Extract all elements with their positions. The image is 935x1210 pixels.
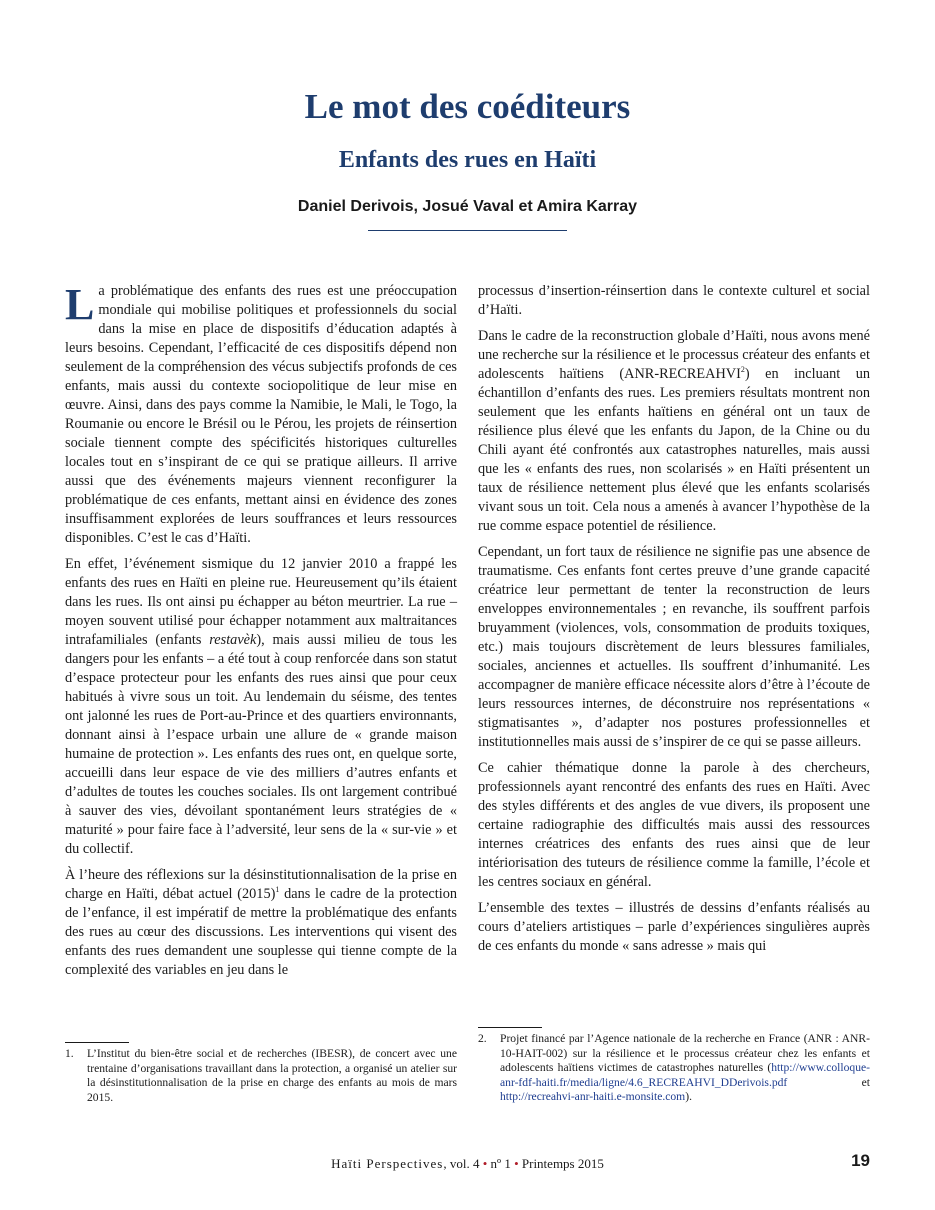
paragraph-trauma: Cependant, un fort taux de résilience ne signifie pas une absence de traumatisme. Ces enfants font certes preuve d’une grande capacité créatrice leur permettant de tenter la reconstruction de leurs enveloppes environnementales ; en revanche, ils souffrent parfois bruyamment (violences, vols, consommation de produits toxiques, etc.) mais toujours discrètement de leurs blessures familiales, sociales, anciennes et actuelles. Ils souffrent d’inhumanité. Les accompagner de manière efficace nécessite alors d’être à l’écoute de leurs ressources internes, de déconstruire nos représentations « stigmatisantes », d’adapter nos postures professionnelles et institutionnelles mais aussi de s’inspirer de ce qui se passe ailleurs. [478,544,870,750]
footnote-1 [65,1047,457,1105]
paragraph-earthquake [65,555,457,859]
paragraph-text: ), mais aussi milieu de tous les dangers pour les enfants – a été tout à coup renforcée dans son statut d’espace protecteur pour les enfants des rues ainsi que pour ceux habitués à vivre sous un toit. Au lendemain du séisme, des tentes ont jalonné les rues de Port-au-Prince et des quartiers environnants, donnant ainsi à l’espace urbain une allure de « grande maison humaine de protection ». Les enfants des rues ont, en quelque sorte, accueilli dans leur espace de vie des milliers d’autres enfants et d’adultes de toutes les couches sociales. Ils ont largement contribué à sauver des vies, dévoilant spontanément leurs stratégies de « maturité » pour faire face à l’adversité, leur sens de la « sur-vie » et du collectif. [65,632,457,857]
paragraph-text: À l’heure des réflexions sur la désinstitutionnalisation de la prise en charge en Haïti, débat actuel (2015) [65,867,457,902]
paragraph-text: dans le cadre de la protection de l’enfance, il est impératif de mettre la problématique des enfants des rues au cœur des discussions. Les interventions qui visent des enfants des rues demandent une souplesse qui tienne compte de la complexité des variables en jeu dans le [65,886,457,978]
footnote-ref-2[interactable]: 2 [740,365,745,375]
page-footer [0,1156,935,1172]
paragraph-text: En effet, l’événement sismique du 12 janvier 2010 a frappé les enfants des rues en Haïti en pleine rue. Heureusement qu’ils étaient dans les rues. Ils ont ainsi pu échapper au béton meurtrier. La rue – moyen souvent utilisé pour échapper notamment aux maltraitances intrafamiliales (enfants [65,556,457,648]
article-title: Le mot des coéditeurs [304,87,631,126]
journal-issue: nº 1 [487,1156,515,1171]
footnote-2 [478,1032,870,1105]
footnote-text-part: et [787,1075,870,1089]
paragraph-text: Dans le cadre de la reconstruction globale d’Haïti, nous avons mené une recherche sur la résilience et le processus créateur des enfants et adolescents haïtiens (ANR-RECREAHVI [478,328,870,382]
footnote-text-part: Projet financé par l’Agence nationale de la recherche en France (ANR : ANR-10-HAIT-002) sur la résilience et le processus créateur chez les enfants et adolescents haïtiens victimes de catastrophes naturelles ( [500,1032,870,1074]
separator-dot: • [514,1156,519,1171]
paragraph-research [478,327,870,536]
footnote-link-recreahvi[interactable]: http://recreahvi-anr-haiti.e-monsite.com [500,1090,686,1103]
footnote-number: 2. [478,1032,487,1045]
paragraph-deinstitutionalization [65,866,457,980]
italic-term: restavèk [209,632,257,648]
paragraph-text: ) en incluant un échantillon d’enfants des rues. Les premiers résultats montrent non seulement que les enfants haïtiens en général ont un taux de résilience plus élevé que les enfants du Japon, de la Chine ou du Chili ayant été confrontés aux catastrophes naturelles, mais aussi que les « enfants des rues, non scolarisés » en Haïti présentent un taux de résilience nettement plus élevé que les enfants scolarisés vivant sous un toit. Cela nous a amenés à avancer l’hypothèse de la rue comme espace potentiel de résilience. [478,366,870,534]
journal-name: Haïti Perspectives [331,1156,444,1171]
footnote-text-part: ). [685,1090,692,1103]
page-number: 19 [851,1151,870,1170]
footnote-divider-right [478,1027,542,1028]
title-divider [368,230,567,231]
article-authors: Daniel Derivois, Josué Vaval et Amira Karray [297,198,638,215]
right-column [478,282,870,963]
paragraph-continuation: processus d’insertion-réinsertion dans le contexte culturel et social d’Haïti. [478,283,870,318]
paragraph-issue-overview: Ce cahier thématique donne la parole à des chercheurs, professionnels ayant rencontré des enfants des rues en Haïti. Avec des styles différents et des angles de vue divers, ils proposent une certaine radiographie des difficultés mais aussi des ressources internes créatrices des enfants des rues ainsi que de leur intériorisation des tuteurs de résilience comme la famille, l’école et les centres sociaux en général. [478,760,870,890]
paragraph-intro [65,282,457,548]
footnote-text [500,1032,870,1105]
paragraph-text: a problématique des enfants des rues est une préoccupation mondiale qui mobilise politiques et professionnels du social dans la mise en place de dispositifs d’éducation adaptés à leurs besoins. Cependant, l’efficacité de ces dispositifs dépend non seulement de la compréhension des vécus subjectifs profonds de ces enfants, mais aussi du contexte sociopolitique de leur mise en œuvre. Ainsi, dans des pays comme la Namibie, le Mali, le Togo, la Roumanie ou encore le Brésil ou le Pérou, les projets de réinsertion sociale tiennent compte des spécificités historiques culturelles locales tout en s’inspirant de ce qui se pratique ailleurs. Il arrive aussi que des événements majeurs viennent reconfigurer la problématique de ces enfants, mettant ainsi en évidence des zones insuffisamment explorées de leurs souffrances et leurs ressources disponibles. C’est le cas d’Haïti. [65,283,457,546]
footnote-link-colloque[interactable]: http://www.colloque-anr-fdf-haiti.fr/media/ligne/4.6_RECREAHVI_DDerivois.pdf [500,1061,870,1089]
separator-dot: • [482,1156,488,1171]
footnote-ref-1[interactable]: 1 [275,885,280,895]
footnote-divider-left [65,1042,129,1043]
footnote-text: L’Institut du bien-être social et de recherches (IBESR), de concert avec une trentaine d’organisations travaillant dans la protection, a organisé un atelier sur la désinstitutionnalisation de la prise en charge des enfants au mois de mars 2015. [87,1047,457,1104]
footnote-number: 1. [65,1047,74,1060]
drop-cap: L [65,280,95,329]
journal-season: Printemps 2015 [518,1156,604,1171]
left-column [65,282,457,987]
journal-volume: , vol. 4 [443,1156,483,1171]
paragraph-texts-overview: L’ensemble des textes – illustrés de dessins d’enfants réalisés au cours d’ateliers artistiques – parle d’expériences singulières auprès de ces enfants du monde « sans adresse » mais qui [478,900,870,954]
article-subtitle: Enfants des rues en Haïti [338,147,597,173]
